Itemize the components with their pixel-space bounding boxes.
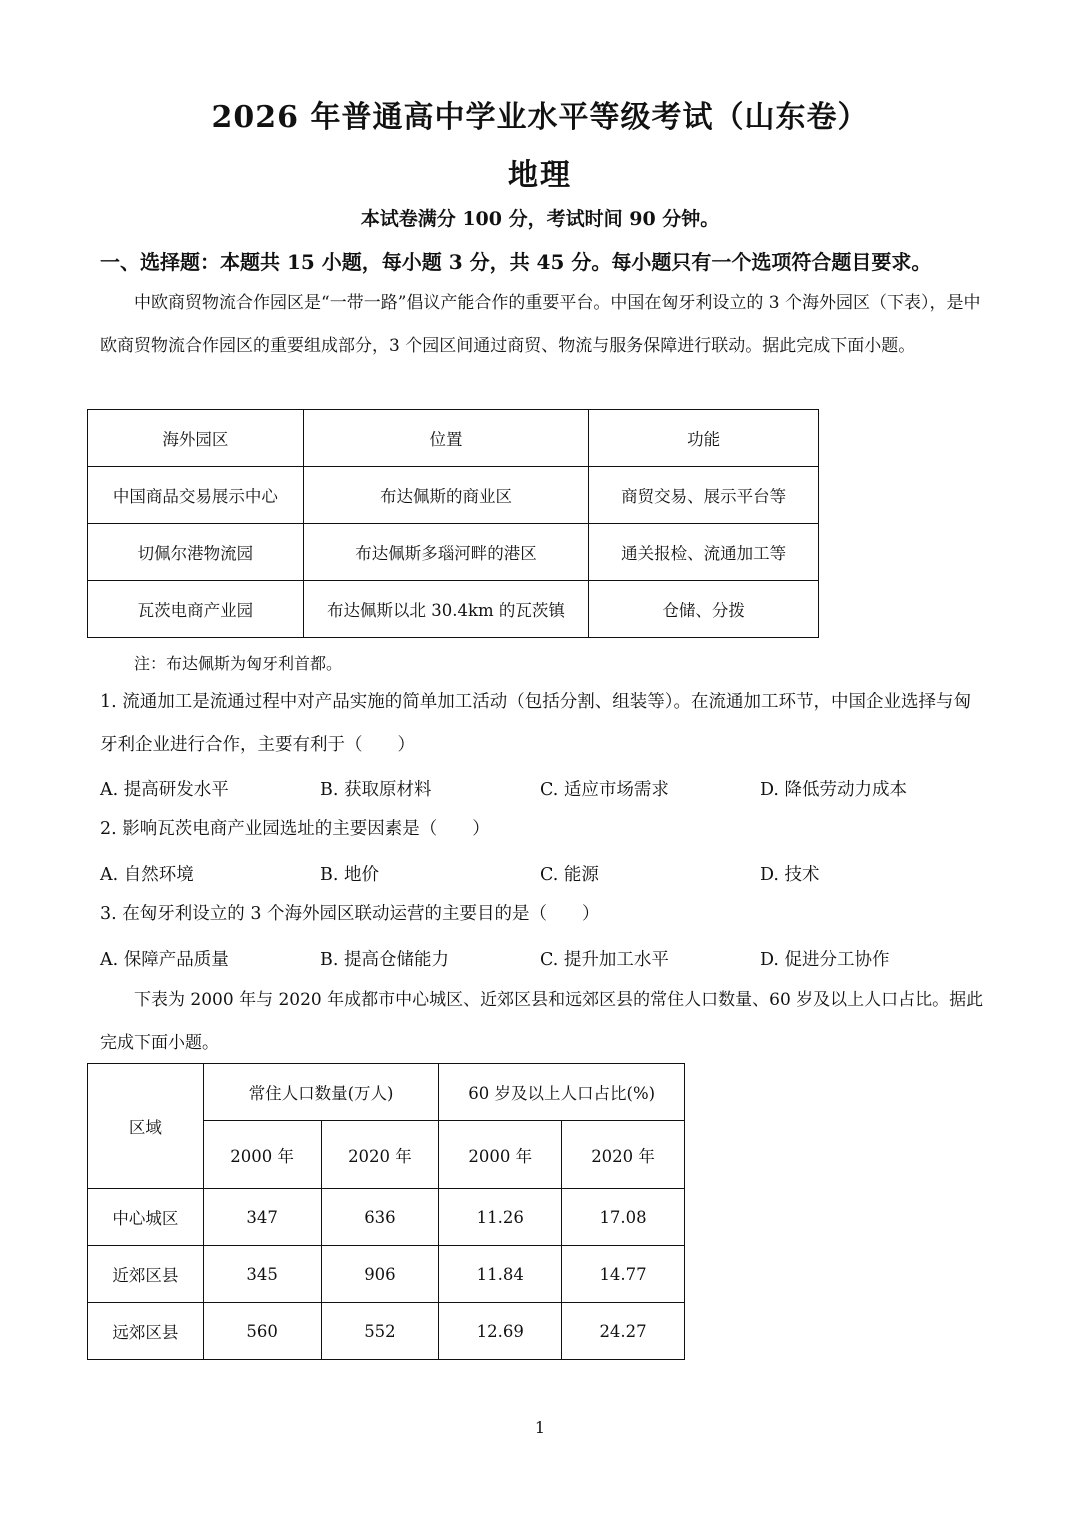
table-cell: 11.84 [439,1246,562,1303]
table-cell: 通关报检、流通加工等 [589,524,819,581]
option-b[interactable]: B. 获取原材料 [320,780,432,800]
table-cell: 552 [321,1303,439,1360]
exam-note: 本试卷满分 100 分，考试时间 90 分钟。 [360,208,720,230]
option-c[interactable]: C. 适应市场需求 [540,780,669,800]
table-cell: 560 [203,1303,321,1360]
table-header-cell: 2000 年 [203,1121,321,1189]
table-header-cell: 2000 年 [439,1121,562,1189]
table-cell: 布达佩斯以北 30.4km 的瓦茨镇 [303,581,589,638]
table-cell: 11.26 [439,1189,562,1246]
option-a[interactable]: A. 提高研发水平 [100,780,229,800]
table-cell: 17.08 [562,1189,685,1246]
table-header-cell: 2020 年 [562,1121,685,1189]
table-row [88,1189,685,1246]
section-heading: 一、选择题：本题共 15 小题，每小题 3 分，共 45 分。每小题只有一个选项符合题目要求。 [100,250,932,274]
passage-1: 中欧商贸物流合作园区是“一带一路”倡议产能合作的重要平台。中国在匈牙利设立的 3 个海外园区（下表），是中欧商贸物流合作园区的重要组成部分，3 个园区间通过商贸、物流与服务保障进行联动。据此完成下面小题。 [100,293,981,356]
table-cell: 906 [321,1246,439,1303]
table-header-cell: 位置 [303,410,589,467]
option-c[interactable]: C. 能源 [540,865,599,885]
table-cell: 24.27 [562,1303,685,1360]
table-header-cell: 2020 年 [321,1121,439,1189]
option-d[interactable]: D. 技术 [760,865,820,885]
table-cell: 商贸交易、展示平台等 [589,467,819,524]
table-header-cell: 常住人口数量(万人) [203,1064,439,1121]
option-d[interactable]: D. 降低劳动力成本 [760,780,908,800]
table-cell: 远郊区县 [88,1303,204,1360]
table-header-cell: 60 岁及以上人口占比(%) [439,1064,685,1121]
option-a[interactable]: A. 自然环境 [100,865,194,885]
table-cell: 345 [203,1246,321,1303]
overseas-parks-table [87,409,819,638]
option-c[interactable]: C. 提升加工水平 [540,950,669,970]
table-header-row [88,410,819,467]
option-d[interactable]: D. 促进分工协作 [760,950,890,970]
table-cell: 中国商品交易展示中心 [88,467,304,524]
table-cell: 12.69 [439,1303,562,1360]
table-row [88,1246,685,1303]
question-2-stem: 2. 影响瓦茨电商产业园选址的主要因素是（ ） [100,819,490,839]
table-cell: 布达佩斯多瑙河畔的港区 [303,524,589,581]
table-note: 注：布达佩斯为匈牙利首都。 [134,654,343,673]
table-cell: 瓦茨电商产业园 [88,581,304,638]
table-cell: 347 [203,1189,321,1246]
table-row [88,1303,685,1360]
table-cell: 近郊区县 [88,1246,204,1303]
option-a[interactable]: A. 保障产品质量 [100,950,229,970]
table-row [88,467,819,524]
table-cell: 14.77 [562,1246,685,1303]
question-3-options [100,946,980,976]
table-cell: 布达佩斯的商业区 [303,467,589,524]
option-b[interactable]: B. 地价 [320,865,379,885]
table-header-cell: 功能 [589,410,819,467]
page-number: 1 [534,1418,546,1437]
subject-title: 地理 [508,158,572,193]
table-header-cell: 海外园区 [88,410,304,467]
table-cell: 切佩尔港物流园 [88,524,304,581]
table-cell: 仓储、分拨 [589,581,819,638]
question-1-options [100,776,980,806]
table-header-row [88,1064,685,1121]
option-b[interactable]: B. 提高仓储能力 [320,950,449,970]
chengdu-population-table [87,1063,685,1360]
question-3-stem: 3. 在匈牙利设立的 3 个海外园区联动运营的主要目的是（ ） [100,904,600,924]
table-row [88,524,819,581]
question-2-options [100,861,980,891]
question-1-stem: 1. 流通加工是流通过程中对产品实施的简单加工活动（包括分割、组装等）。在流通加工环节，中国企业选择与匈牙利企业进行合作，主要有利于（ ） [100,692,972,755]
table-header-cell: 区域 [88,1064,204,1189]
exam-title: 2026 年普通高中学业水平等级考试（山东卷） [211,100,869,135]
table-row [88,581,819,638]
passage-2: 下表为 2000 年与 2020 年成都市中心城区、近郊区县和远郊区县的常住人口数量、60 岁及以上人口占比。据此完成下面小题。 [100,990,984,1053]
table-cell: 中心城区 [88,1189,204,1246]
table-cell: 636 [321,1189,439,1246]
